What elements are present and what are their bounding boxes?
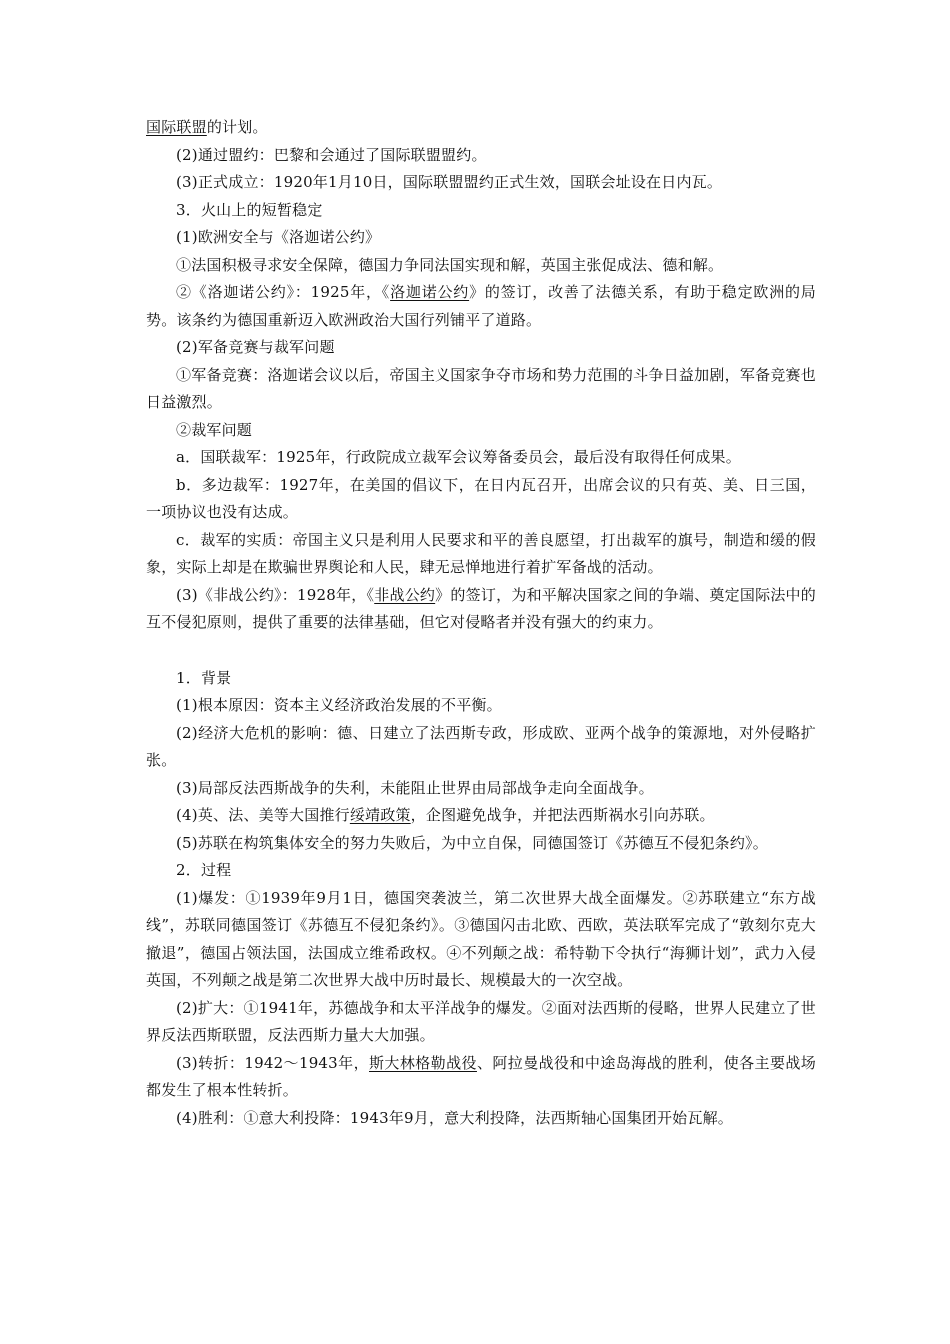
underlined-term: 洛迦诺公约 — [390, 283, 470, 301]
text: 》的签订，改善了法德关系，有助于稳定欧洲的局势。该条约为德国重新迈入欧洲政治大国行列铺平了道路。 — [146, 283, 816, 329]
underlined-term: 非战公约 — [374, 585, 436, 604]
section-gap — [146, 637, 816, 665]
subheading: ②裁军问题 — [176, 420, 253, 439]
text: (3)《非战公约》：1928年，《 — [176, 585, 375, 604]
paragraph — [146, 114, 816, 142]
text: (4)英、法、美等大国推行 — [176, 806, 350, 824]
paragraph: (3)正式成立：1920年1月10日，国际联盟盟约正式生效，国联会址设在日内瓦。 — [176, 173, 723, 191]
paragraph: ①法国积极寻求安全保障，德国力争同法国实现和解，英国主张促成法、德和解。 — [176, 255, 724, 274]
paragraph: (1)根本原因：资本主义经济政治发展的不平衡。 — [176, 696, 502, 714]
heading: 1．背景 — [176, 668, 232, 687]
text: ，企图避免战争，并把法西斯祸水引向苏联。 — [410, 806, 715, 824]
paragraph: ①军备竞赛：洛迦诺会议以后，帝国主义国家争夺市场和势力范围的斗争日益加剧，军备竞赛也日益激烈。 — [146, 365, 816, 411]
paragraph: (5)苏联在构筑集体安全的努力失败后，为中立自保，同德国签订《苏德互不侵犯条约》。 — [176, 833, 768, 852]
subheading: (2)军备竞赛与裁军问题 — [176, 338, 335, 356]
subheading: (1)欧洲安全与《洛迦诺公约》 — [176, 228, 381, 246]
paragraph — [146, 802, 816, 830]
paragraph: (2)经济大危机的影响：德、日建立了法西斯专政，形成欧、亚两个战争的策源地，对外侵略扩张。 — [146, 723, 816, 769]
heading: 3．火山上的短暂稳定 — [176, 200, 323, 219]
paragraph: (4)胜利：①意大利投降：1943年9月，意大利投降，法西斯轴心国集团开始瓦解。 — [176, 1108, 733, 1127]
text: 》的签订，为和平解决国家之间的争端、奠定国际法中的互不侵犯原则，提供了重要的法律基础，但它对侵略者并没有强大的约束力。 — [146, 585, 816, 631]
text: 的计划。 — [206, 118, 268, 136]
paragraph: (3)局部反法西斯战争的失利，未能阻止世界由局部战争走向全面战争。 — [176, 778, 654, 797]
document-page — [146, 114, 816, 1132]
underlined-term: 绥靖政策 — [349, 806, 411, 824]
underlined-term: 斯大林格勒战役 — [369, 1053, 477, 1072]
paragraph — [146, 279, 816, 334]
paragraph: c．裁军的实质：帝国主义只是利用人民要求和平的善良愿望，打出裁军的旗号，制造和缓的假象，实际上却是在欺骗世界舆论和人民，肆无忌惮地进行着扩军备战的活动。 — [146, 530, 816, 576]
text: 、阿拉曼战役和中途岛海战的胜利，使各主要战场都发生了根本性转折。 — [146, 1053, 817, 1099]
paragraph — [146, 1050, 816, 1105]
paragraph: b．多边裁军：1927年，在美国的倡议下，在日内瓦召开，出席会议的只有英、美、日三国，一项协议也没有达成。 — [146, 475, 816, 521]
heading: 2．过程 — [176, 861, 232, 879]
paragraph — [146, 582, 816, 637]
paragraph: (1)爆发：①1939年9月1日，德国突袭波兰，第二次世界大战全面爆发。②苏联建立“东方战线”，苏联同德国签订《苏德互不侵犯条约》。③德国闪击北欧、西欧，英法联军完成了“敦刻尔克大撤退”，德国占领法国，法国成立维希政权。④不列颠之战：希特勒下令执行“海狮计划”，武力入侵英国，不列颠之战是第二次世界大战中历时最长、规模最大的一次空战。 — [146, 888, 816, 989]
text: (3)转折：1942～1943年， — [176, 1053, 369, 1072]
paragraph: (2)扩大：①1941年，苏德战争和太平洋战争的爆发。②面对法西斯的侵略，世界人民建立了世界反法西斯联盟，反法西斯力量大大加强。 — [146, 998, 816, 1044]
text: ②《洛迦诺公约》：1925年，《 — [176, 283, 391, 301]
paragraph: a．国联裁军：1925年，行政院成立裁军会议筹备委员会，最后没有取得任何成果。 — [176, 448, 741, 466]
underlined-term: 国际联盟 — [146, 118, 207, 136]
paragraph: (2)通过盟约：巴黎和会通过了国际联盟盟约。 — [176, 145, 487, 164]
